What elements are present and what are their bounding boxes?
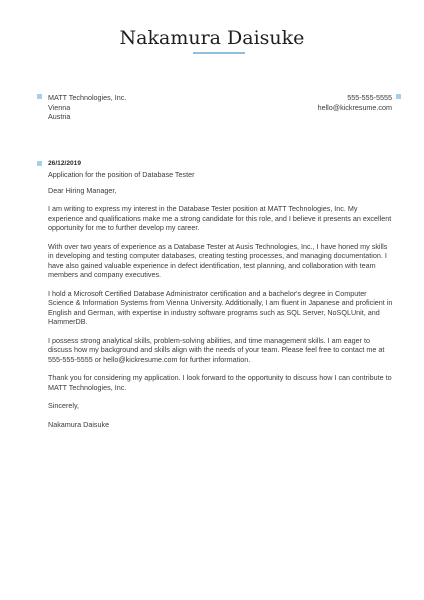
- sender-contact: [318, 93, 392, 112]
- sender-email: hello@kickresume.com: [317, 102, 392, 112]
- letter-subject: Application for the position of Database Tester: [48, 170, 195, 179]
- letter-date: 26/12/2019: [48, 160, 82, 167]
- recipient-address: [48, 93, 126, 122]
- date-marker-icon: [37, 161, 42, 166]
- address-marker-icon: [37, 94, 42, 99]
- recipient-country: Austria: [48, 112, 71, 121]
- letter-paragraph: With over two years of experience as a Database Tester at Ausis Technologies, Inc., I have honed my skills in developing and testing computer databases, creating testing processes, and managing documentation. I have also gained valuable experience in defect identification, test planning, and collaboration with team members and company executives.: [48, 241, 388, 279]
- sender-phone: 555-555-5555: [347, 93, 392, 102]
- letter-paragraph: I am writing to express my interest in the Database Tester position at MATT Technologies, Inc. My experience and qualifications make me a strong candidate for this role, and I believe it presents an excellent opportunity for me to further develop my career.: [48, 204, 392, 232]
- recipient-company: MATT Technologies, Inc.: [48, 93, 127, 102]
- letter-paragraph: Thank you for considering my application. I look forward to the opportunity to discuss how I can contribute to MATT Technologies, Inc.: [48, 373, 392, 392]
- letter-signature: Nakamura Daisuke: [48, 419, 110, 429]
- letter-paragraph: I possess strong analytical skills, problem-solving abilities, and time management skills. I am eager to discuss how my background and skills align with the needs of your team. Please feel free to contact me at 555-555-5555 or hello@kickresume.com for further information.: [48, 335, 385, 364]
- recipient-city: Vienna: [48, 102, 71, 112]
- name-divider: [193, 52, 245, 54]
- contact-marker-icon: [396, 94, 401, 99]
- letter-paragraph: I hold a Microsoft Certified Database Administrator certification and a bachelor's degree in Computer Science & Information Systems from Vienna University. Additionally, I am fluent in Japanese and proficient in English and German, with expertise in industry software programs such as SQL Server, NoSQLUnit, and HammerDB.: [48, 288, 393, 326]
- letter-body: [48, 170, 393, 438]
- applicant-name: Nakamura Daisuke: [119, 27, 305, 49]
- letter-closing: Sincerely,: [48, 401, 80, 410]
- letter-greeting: Dear Hiring Manager,: [48, 185, 117, 195]
